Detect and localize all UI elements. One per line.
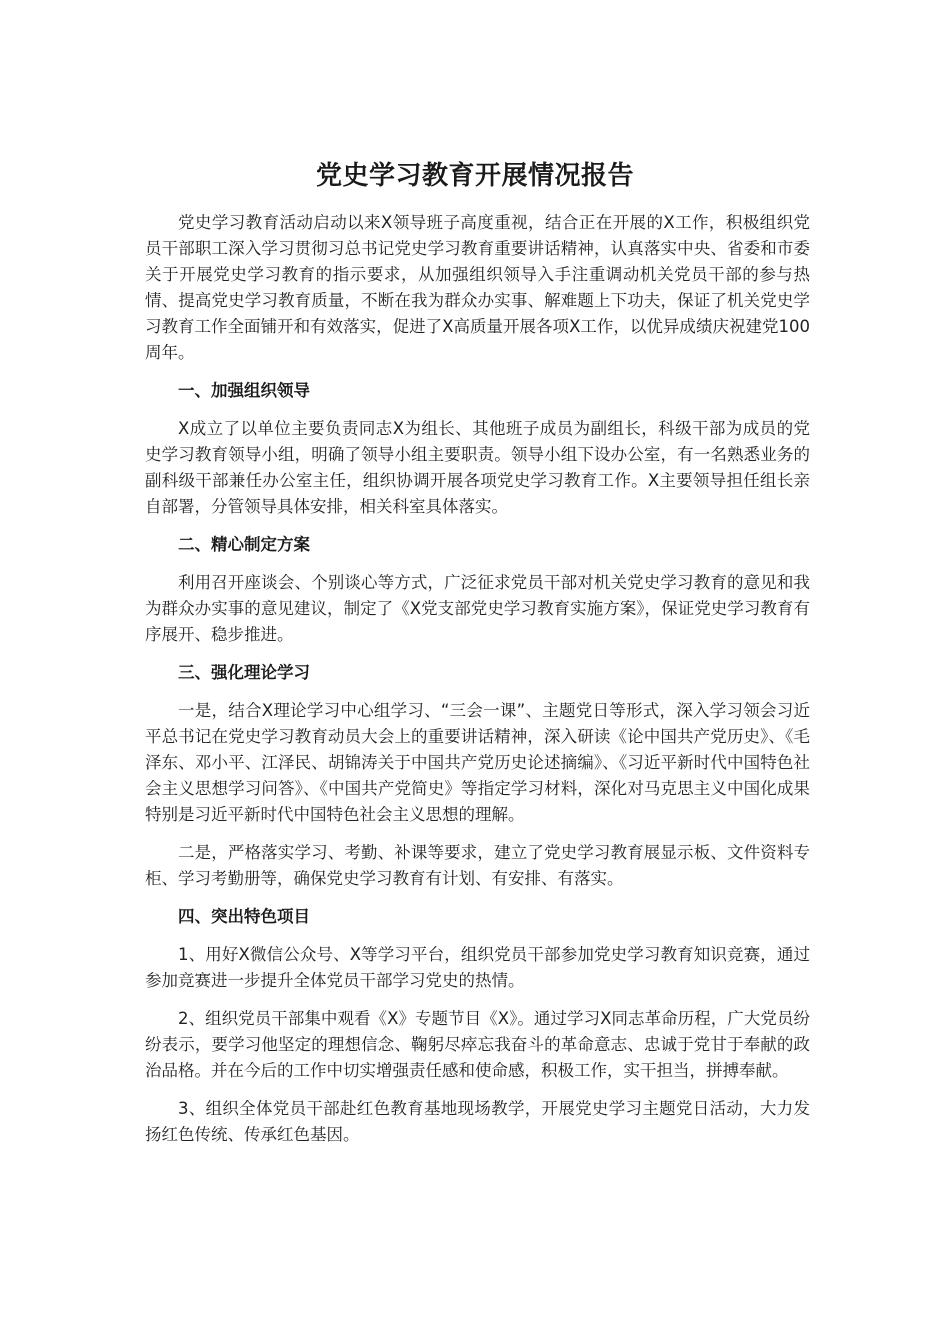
intro-paragraph: 党史学习教育活动启动以来X领导班子高度重视，结合正在开展的X工作，积极组织党员干部职工深入学习贯彻习总书记党史学习教育重要讲话精神，认真落实中央、省委和市委关于开展党史学习教育的指示要求，从加强组织领导入手注重调动机关党员干部的参与热情、提高党史学习教育质量，不断在我为群众办实事、解难题上下功夫，保证了机关党史学习教育工作全面铺开和有效落实，促进了X高质量开展各项X工作，以优异成绩庆祝建党100周年。: [145, 213, 810, 362]
section-paragraph: 1、用好X微信公众号、X等学习平台，组织党员干部参加党史学习教育知识竞赛，通过参加竞赛进一步提升全体党员干部学习党史的热情。: [145, 945, 810, 990]
section-heading-organization: 一、加强组织领导: [178, 381, 310, 400]
document-body: [145, 210, 810, 1160]
section-heading-plan: 二、精心制定方案: [178, 535, 310, 554]
section-paragraph: 利用召开座谈会、个别谈心等方式，广泛征求党员干部对机关党史学习教育的意见和我为群众办实事的意见建议，制定了《X党支部党史学习教育实施方案》，保证党史学习教育有序展开、稳步推进。: [145, 573, 810, 644]
section-paragraph: 2、组织党员干部集中观看《X》专题节目《X》。通过学习X同志革命历程，广大党员纷纷表示，要学习他坚定的理想信念、鞠躬尽瘁忘我奋斗的革命意志、忠诚于党甘于奉献的政治品格。并在今后的工作中切实增强责任感和使命感，积极工作，实干担当，拼搏奉献。: [145, 1009, 810, 1080]
section-paragraph: 一是，结合X理论学习中心组学习、“三会一课”、主题党日等形式，深入学习领会习近平总书记在党史学习教育动员大会上的重要讲话精神，深入研读《论中国共产党历史》、《毛泽东、邓小平、江泽民、胡锦涛关于中国共产党历史论述摘编》、《习近平新时代中国特色社会主义思想学习问答》、《中国共产党简史》等指定学习材料，深化对马克思主义中国化成果特别是习近平新时代中国特色社会主义思想的理解。: [145, 701, 810, 824]
section-heading-theory-study: 三、强化理论学习: [178, 663, 310, 682]
section-paragraph: 3、组织全体党员干部赴红色教育基地现场教学，开展党史学习主题党日活动，大力发扬红色传统、传承红色基因。: [145, 1099, 810, 1144]
section-paragraph: 二是，严格落实学习、考勤、补课等要求，建立了党史学习教育展显示板、文件资料专柜、学习考勤册等，确保党史学习教育有计划、有安排、有落实。: [145, 843, 810, 888]
section-paragraph: X成立了以单位主要负责同志X为组长、其他班子成员为副组长，科级干部为成员的党史学习教育领导小组，明确了领导小组主要职责。领导小组下设办公室，有一名熟悉业务的副科级干部兼任办公室主任，组织协调开展各项党史学习教育工作。X主要领导担任组长亲自部署，分管领导具体安排，相关科室具体落实。: [145, 419, 810, 516]
section-heading-special-projects: 四、突出特色项目: [178, 907, 310, 926]
document-title: 党史学习教育开展情况报告: [315, 161, 634, 191]
